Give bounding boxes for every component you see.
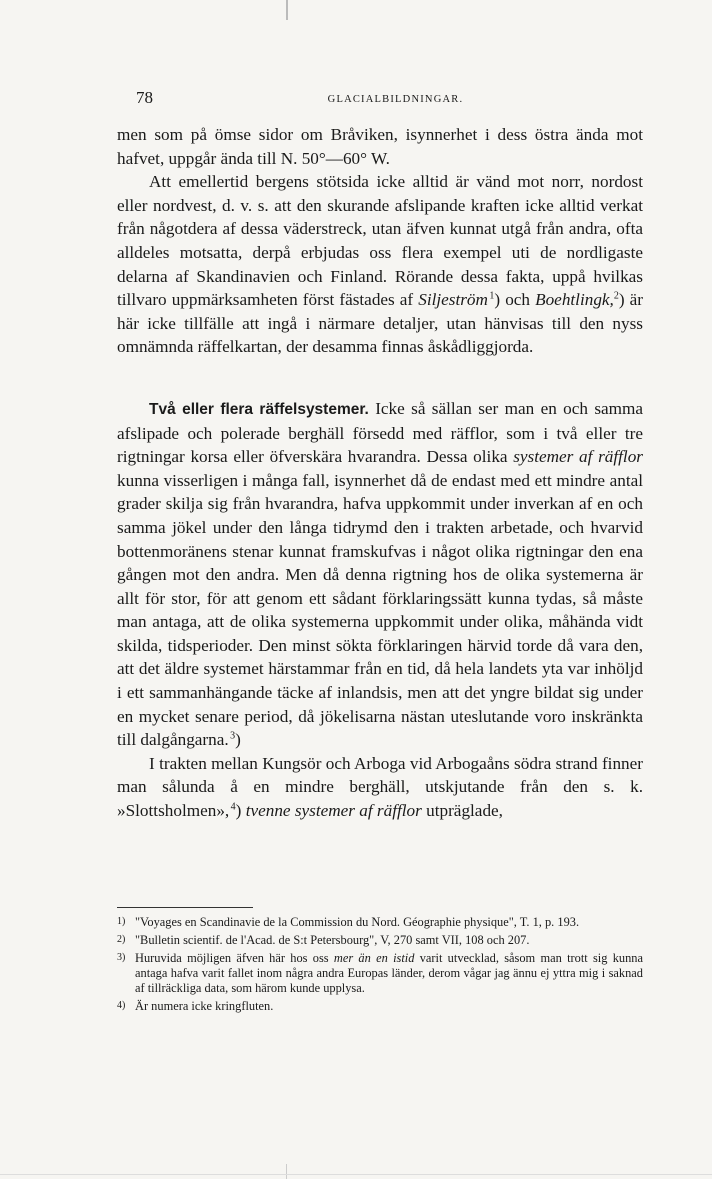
footnote-ref-3: 3 — [230, 730, 236, 742]
scan-edge-mark — [286, 0, 288, 20]
emphasis-systemer: systemer af räfflor — [513, 447, 643, 467]
footnote-ref-1: 1 — [489, 290, 495, 302]
author-boehtlingk: Boehtlingk, — [535, 290, 614, 310]
footnotes — [117, 907, 643, 1016]
running-head: GLACIALBILDNINGAR. — [327, 94, 464, 105]
paragraph-1: men som på ömse sidor om Bråviken, isynnerhet i dess östra ända mot hafvet, uppgår ända till N. 50°—60° W. — [117, 125, 643, 168]
emphasis-tvenne: tvenne systemer af räfflor — [245, 801, 422, 821]
paragraph-3: Två eller flera räffelsystemer. Icke så sällan ser man en och samma afslipade och polerade berghäll försedd med räfflor, som i två eller tre rigtningar korsa eller öfverskära hvarandra. Dessa olika systemer af räfflor kunna visserligen i många fall, isynnerhet då de endast med ett mindre antal grader skilja sig från hvarandra, hafva uppkommit under inverkan af en och samma jökel under den långa tidrymd den i trakten arbetade, och hvarvid bottenmoränens stenar kunnat framskufvas i något olika rigtningar den ena gången mot den andra. Men då denna rigtning hos de olika systemerna är allt för stor, för att genom ett sådant förklaringssätt kunna tydas, så måste man antaga, att de olika systemerna uppkommit under olika, måhända vidt skilda, tidsperioder. Den minst sökta förklaringen härvid torde då vara den, att det äldre systemet härstammar från en tid, då hela landets yta var inhöljd i ett sammanhängande täcke af inlandsis, men att det yngre bildat sig under en mycket senare period, då jökelisarna nästan uteslutande voro inskränkta till dalgångarna. $^3$) — [117, 398, 644, 750]
scan-edge-mark-bottom — [286, 1164, 287, 1179]
scan-bottom-line — [0, 1174, 712, 1175]
section-gap — [117, 359, 643, 397]
page-number: 78 — [136, 88, 153, 107]
footnote-ref-2: 2 — [613, 290, 619, 302]
footnote-rule — [117, 907, 253, 908]
author-siljestrom: Siljeström — [418, 290, 488, 310]
footnote-1: 1) "Voyages en Scandinavie de la Commission du Nord. Géographie physique", T. 1, p. 193. — [117, 915, 580, 929]
paragraph-4: I trakten mellan Kungsör och Arboga vid Arbogaåns södra strand finner man sålunda å en mindre berghäll, utskjutande från den s. k. »Slottsholmen», $^4$) tvenne systemer af räfflor utpräglade, — [117, 753, 643, 821]
footnote-3: 3) Huruvida möjligen äfven här hos oss mer än en istid varit utvecklad, såsom man trott sig kunna antaga hafva varit fallet inom några andra Europas länder, derom vågar jag ännu ej yttra mig i saknad af tillräckliga data, som härom kunde upplysa. — [117, 950, 644, 996]
body-text — [117, 123, 643, 823]
page-header — [118, 88, 643, 110]
footnote-ref-4: 4 — [230, 801, 236, 813]
section-heading: Två eller flera räffelsystemer. — [149, 400, 369, 418]
paragraph-2: Att emellertid bergens stötsida icke alltid är vänd mot norr, nordost eller nordvest, d. v. s. att den skurande afslipande kraften icke alltid verkat från någotdera af dessa väderstreck, utan äfven kunnat utgå från andra, ofta alldeles motsatta, derpå erbjudas oss flera exempel uti de nordligaste delarna af Skandinavien och Finland. Rörande dessa fakta, uppå hvilkas tillvaro uppmärksamheten först fästades af Siljeström $^1$) och Boehtlingk,$^2$) är här icke tillfälle att ingå i närmare detaljer, utan hänvisas till den nyss omnämnda räffelkartan, der desamma finnas åskådliggjorda. — [117, 172, 644, 357]
footnote-4: 4) Är numera icke kringfluten. — [117, 998, 274, 1013]
footnote-2: 2) "Bulletin scientif. de l'Acad. de S:t Petersbourg", V, 270 samt VII, 108 och 207. — [117, 932, 530, 947]
